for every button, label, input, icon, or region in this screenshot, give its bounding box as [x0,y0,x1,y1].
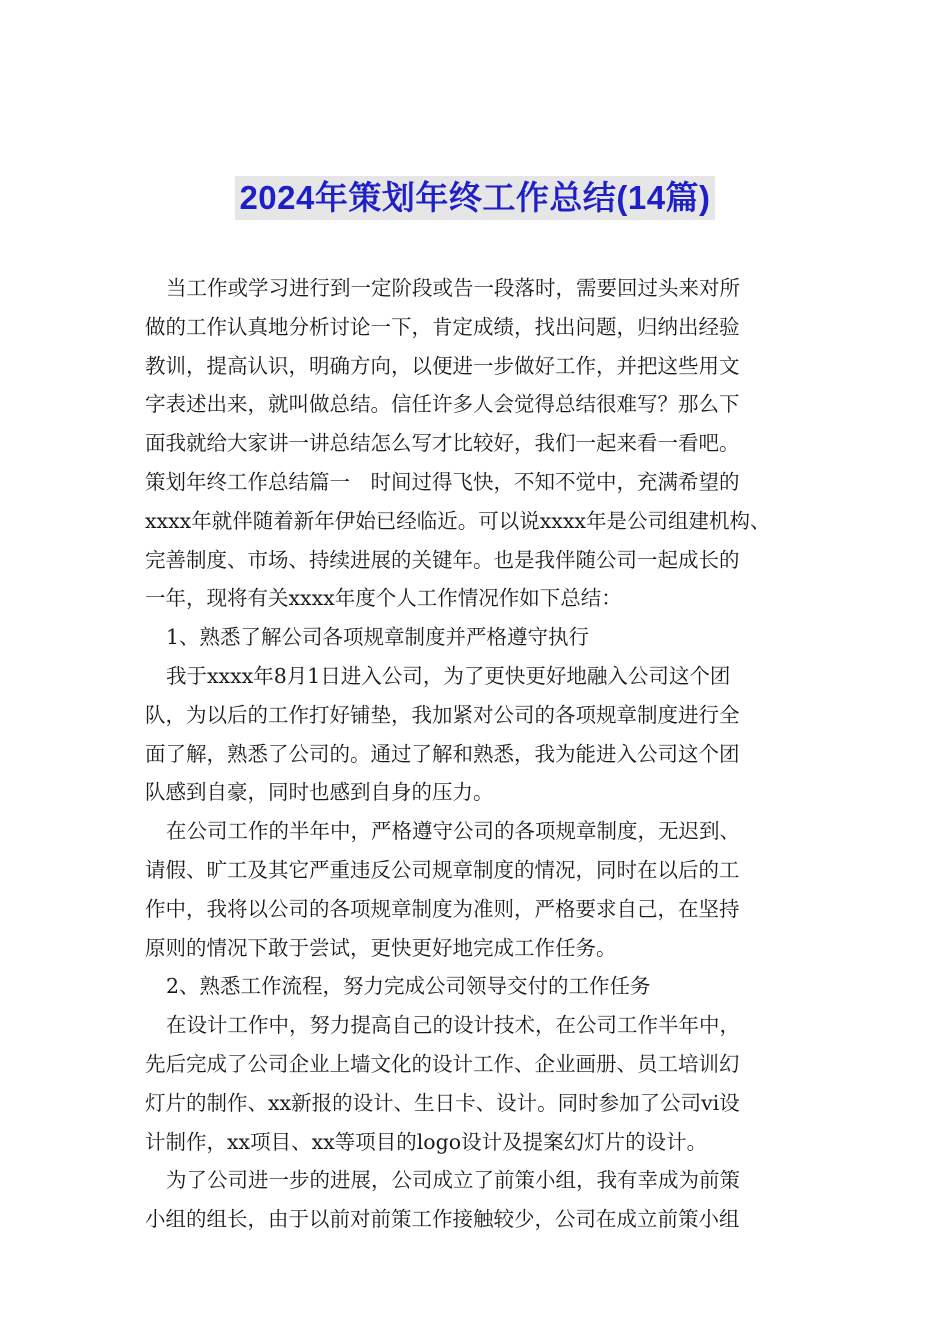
text-line: 在公司工作的半年中，严格遵守公司的各项规章制度，无迟到、 [166,819,740,844]
text-line: 计制作，xx项目、xx等项目的logo设计及提案幻灯片的设计。 [145,1129,708,1154]
text-line: 先后完成了公司企业上墙文化的设计工作、企业画册、员工培训幻 [145,1051,740,1076]
text-line: 灯片的制作、xx新报的设计、生日卡、设计。同时参加了公司vi设 [145,1090,740,1115]
text-line: xxxx年就伴随着新年伊始已经临近。可以说xxxx年是公司组建机构、 [145,508,771,533]
document-title: 2024年策划年终工作总结(14篇) [235,176,714,220]
text-line: 2、熟悉工作流程，努力完成公司领导交付的工作任务 [166,974,651,999]
text-line: 作中，我将以公司的各项规章制度为准则，严格要求自己，在坚持 [145,896,740,921]
text-line: 请假、旷工及其它严重违反公司规章制度的情况，同时在以后的工 [145,857,740,882]
text-line: 教训，提高认识，明确方向，以便进一步做好工作，并把这些用文 [145,353,740,378]
text-line: 原则的情况下敢于尝试，更快更好地完成工作任务。 [145,935,617,960]
text-line: 当工作或学习进行到一定阶段或告一段落时，需要回过头来对所 [166,276,740,300]
text-line: 小组的组长，由于以前对前策工作接触较少，公司在成立前策小组 [145,1207,740,1232]
text-line: 队，为以后的工作打好铺垫，我加紧对公司的各项规章制度进行全 [145,702,740,727]
text-line: 在设计工作中，努力提高自己的设计技术，在公司工作半年中， [166,1013,740,1038]
text-line: 完善制度、市场、持续进展的关键年。也是我伴随公司一起成长的 [145,547,740,572]
document-body [145,269,825,1239]
text-line: 为了公司进一步的进展，公司成立了前策小组，我有幸成为前策 [166,1168,740,1193]
text-line: 一年，现将有关xxxx年度个人工作情况作如下总结： [145,586,622,611]
text-line: 队感到自豪，同时也感到自身的压力。 [145,780,494,805]
text-line: 我于xxxx年8月1日进入公司，为了更快更好地融入公司这个团 [166,663,731,688]
text-line: 做的工作认真地分析讨论一下，肯定成绩，找出问题，归纳出经验 [145,314,740,339]
text-line: 面我就给大家讲一讲总结怎么写才比较好，我们一起来看一看吧。 [145,431,740,456]
text-line: 面了解，熟悉了公司的。通过了解和熟悉，我为能进入公司这个团 [145,741,740,766]
text-line: 字表述出来，就叫做总结。信任许多人会觉得总结很难写？那么下 [145,392,740,417]
text-line: 1、熟悉了解公司各项规章制度并严格遵守执行 [166,625,590,650]
text-line: 策划年终工作总结篇一 时间过得飞快，不知不觉中，充满希望的 [145,469,740,494]
title-container [0,176,950,220]
